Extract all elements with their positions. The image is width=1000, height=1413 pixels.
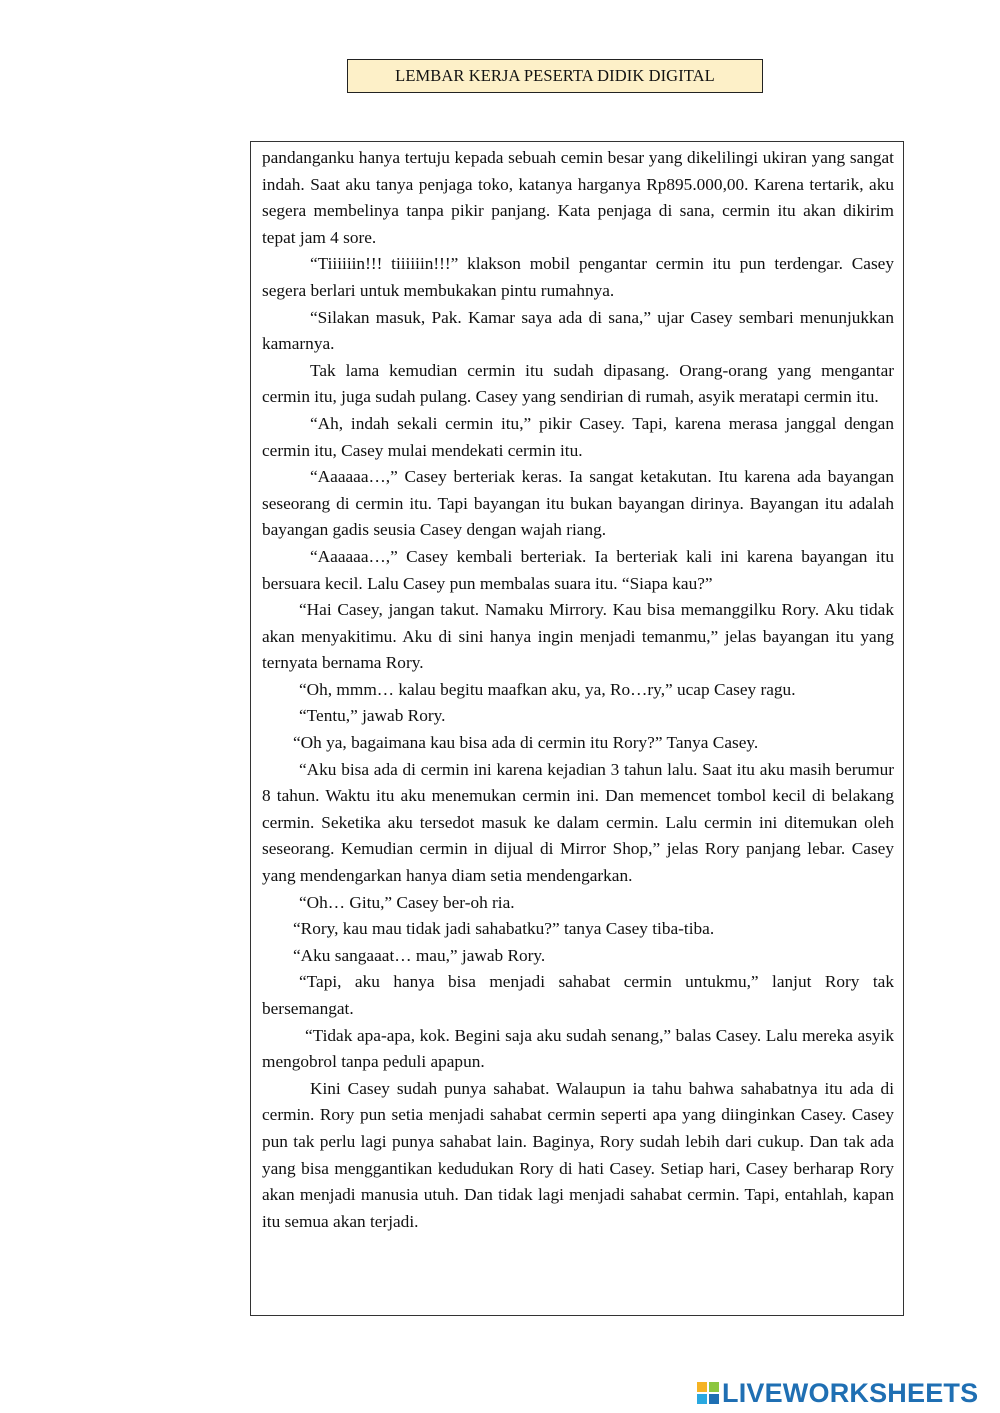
story-paragraph: “Aaaaaa…,” Casey berteriak keras. Ia sangat ketakutan. Itu karena ada bayangan seseorang di cermin itu. Tapi bayangan itu bukan bayangan dirinya. Bayangan itu adalah bayangan gadis seusia Casey dengan wajah riang. bbox=[262, 467, 894, 540]
story-paragraph: “Tapi, aku hanya bisa menjadi sahabat cermin untukmu,” lanjut Rory tak bersemangat. bbox=[262, 972, 894, 1018]
story-paragraph: Tak lama kemudian cermin itu sudah dipasang. Orang-orang yang mengantar cermin itu, juga sudah pulang. Casey yang sendirian di rumah, asyik meratapi cermin itu. bbox=[262, 360, 894, 407]
story-paragraph: “Silakan masuk, Pak. Kamar saya ada di sana,” ujar Casey sembari menunjukkan kamarnya. bbox=[262, 307, 894, 354]
story-paragraph: Kini Casey sudah punya sahabat. Walaupun ia tahu bahwa sahabatnya itu ada di cermin. Rory pun setia menjadi sahabat cermin seperti apa yang diinginkan Casey. Casey pun tak perlu lagi punya sahabat lain. Baginya, Rory sudah lebih dari cukup. Dan tak ada yang bisa menggantikan kedudukan Rory di hati Casey. Setiap hari, Casey berharap Rory akan menjadi manusia utuh. Dan tidak lagi menjadi sahabat cermin. Tapi, entahlah, kapan itu semua akan terjadi. bbox=[262, 1078, 894, 1231]
story-paragraph: “Oh… Gitu,” Casey ber-oh ria. bbox=[299, 892, 515, 912]
story-paragraph: “Aku sangaaat… mau,” jawab Rory. bbox=[293, 945, 546, 965]
story-paragraph: “Ah, indah sekali cermin itu,” pikir Casey. Tapi, karena merasa janggal dengan cermin itu, Casey mulai mendekati cermin itu. bbox=[262, 413, 894, 460]
liveworksheets-brand bbox=[697, 1378, 978, 1408]
story-paragraph: “Tentu,” jawab Rory. bbox=[299, 706, 446, 726]
brand-name: LIVEWORKSHEETS bbox=[722, 1377, 979, 1408]
liveworksheets-logo-icon bbox=[697, 1382, 719, 1404]
story-paragraph: “Oh ya, bagaimana kau bisa ada di cermin itu Rory?” Tanya Casey. bbox=[293, 733, 759, 753]
story-paragraph: “Oh, mmm… kalau begitu maafkan aku, ya, Ro…ry,” ucap Casey ragu. bbox=[299, 679, 796, 699]
story-paragraph: “Hai Casey, jangan takut. Namaku Mirrory. Kau bisa memanggilku Rory. Aku tidak akan menyakitimu. Aku di sini hanya ingin menjadi temanmu,” jelas bayangan itu yang ternyata bernama Rory. bbox=[262, 600, 894, 673]
story-paragraph: “Rory, kau mau tidak jadi sahabatku?” tanya Casey tiba-tiba. bbox=[293, 919, 715, 939]
story-paragraph: “Tiiiiiin!!! tiiiiiin!!!” klakson mobil pengantar cermin itu pun terdengar. Casey segera berlari untuk membukakan pintu rumahnya. bbox=[262, 254, 894, 300]
story-text-box bbox=[250, 141, 904, 1316]
worksheet-title: LEMBAR KERJA PESERTA DIDIK DIGITAL bbox=[347, 59, 763, 93]
story-paragraph: pandanganku hanya tertuju kepada sebuah cemin besar yang dikelilingi ukiran yang sangat indah. Saat aku tanya penjaga toko, katanya harganya Rp895.000,00. Karena tertarik, aku segera membelinya tanpa pikir panjang. Kata penjaga di sana, cermin itu akan dikirim tepat jam 4 sore. bbox=[262, 148, 894, 247]
story-paragraph: “Aaaaaa…,” Casey kembali berteriak. Ia berteriak kali ini karena bayangan itu bersuara kecil. Lalu Casey pun membalas suara itu. “Siapa kau?” bbox=[262, 546, 894, 593]
story-paragraph: “Tidak apa-apa, kok. Begini saja aku sudah senang,” balas Casey. Lalu mereka asyik mengobrol tanpa peduli apapun. bbox=[262, 1025, 894, 1072]
story-paragraph: “Aku bisa ada di cermin ini karena kejadian 3 tahun lalu. Saat itu aku masih berumur 8 tahun. Waktu itu aku menemukan cermin ini. Dan memencet tombol kecil di belakang cermin. Seketika aku tersedot masuk ke dalam cermin. Lalu cermin ini ditemukan oleh seseorang. Kemudian cermin in dijual di Mirror Shop,” jelas Rory panjang lebar. Casey yang mendengarkan hanya diam setia mendengarkan. bbox=[262, 759, 894, 886]
